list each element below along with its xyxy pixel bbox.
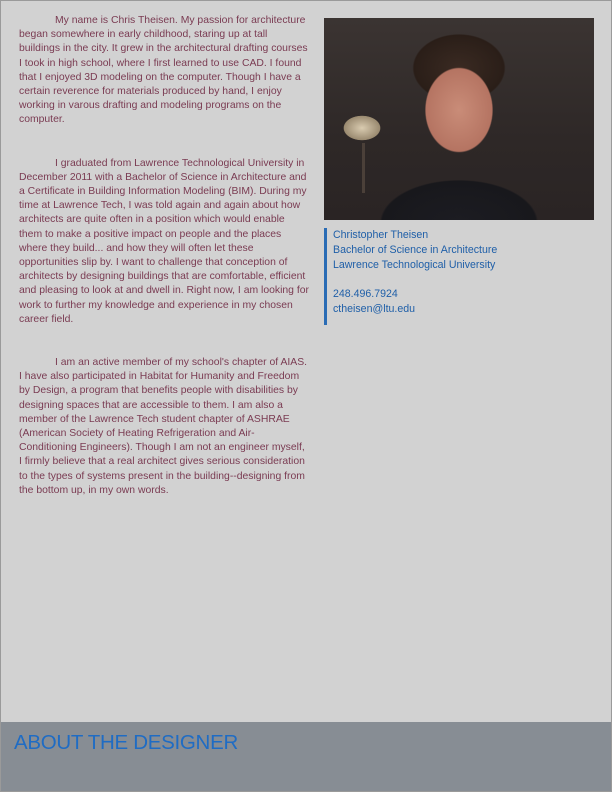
- lamp-shape: [362, 143, 365, 193]
- contact-degree: Bachelor of Science in Architecture: [333, 244, 498, 256]
- bio-paragraph-3: I am an active member of my school's chapter of AIAS. I have also participated in Habitat for Humanity and Freedom by Design, a program that benefits people with disabilities by designing spaces that are accessible to them. I am also a member of the Lawrence Tech student chapter of ASHRAE (American Society of Heating Refrigeration and Air-Conditioning Engineers). Though I am not an engineer myself, I firmly believe that a real architect gives serious consideration to the types of systems present in the building--designing from the bottom up, in my own words.: [19, 357, 308, 496]
- contact-name: Christopher Theisen: [333, 229, 429, 241]
- bio-paragraph-1: My name is Chris Theisen. My passion for architecture began somewhere in early childhood, staring up at tall buildings in the city. It grew in the architectural drafting courses I took in high school, where I first learned to use CAD. I found that I enjoyed 3D modeling on the computer. Though I have a certain reverence for materials produced by hand, I enjoy working in varous drafting and modeling programs on the computer.: [19, 15, 308, 126]
- section-title: ABOUT THE DESIGNER: [14, 731, 238, 754]
- bio-paragraph-2: I graduated from Lawrence Technological University in December 2011 with a Bachelor of Science in Architecture and a Certificate in Building Information Modeling (BIM). During my time at Lawrence Tech, I was told again and again about how architects are quite often in a position which would enable them to make a positive impact on people and the places where they build... and how they will often let these opportunities slip by. I want to challenge that conception of architects by designing buildings that are comfortable, efficient and pleasing to look at and dwell in. Right now, I am looking for work to further my knowledge and experience in my chosen career field.: [19, 157, 309, 325]
- contact-block: [324, 228, 497, 325]
- contact-email: ctheisen@ltu.edu: [333, 303, 416, 315]
- contact-phone: 248.496.7924: [333, 288, 398, 300]
- contact-spacer: [333, 273, 497, 287]
- page: [1, 1, 611, 791]
- bio-text: [19, 14, 309, 527]
- contact-school: Lawrence Technological University: [333, 259, 496, 271]
- footer-band: [1, 722, 611, 791]
- portrait-photo: [324, 18, 594, 220]
